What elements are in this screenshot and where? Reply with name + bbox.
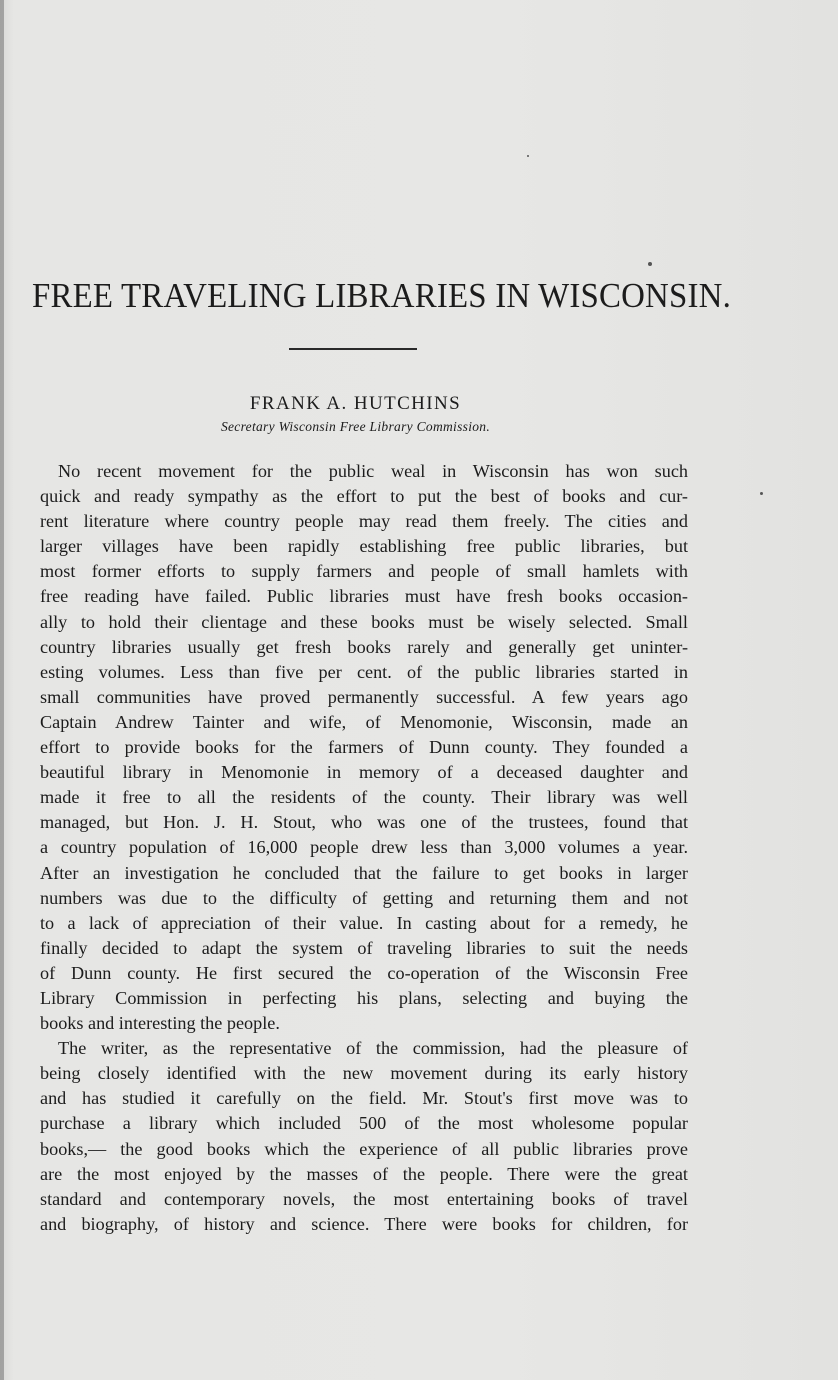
text-line: standard and contemporary novels, the most entertaining books of travel	[40, 1188, 688, 1209]
text-line: country libraries usually get fresh books rarely and generally get uninter-	[40, 636, 688, 657]
text-line: beautiful library in Menomonie in memory of a deceased daughter and	[40, 762, 688, 783]
print-speck	[648, 262, 652, 266]
author-position: Secretary Wisconsin Free Library Commission.	[220, 419, 491, 434]
text-line: books,— the good books which the experience of all public libraries prove	[40, 1138, 688, 1159]
text-line: esting volumes. Less than five per cent. of the public libraries started in	[40, 661, 688, 682]
text-line: books and interesting the people.	[40, 1013, 280, 1034]
article-body	[40, 459, 688, 1237]
text-line: effort to provide books for the farmers of Dunn county. They founded a	[40, 737, 688, 758]
print-speck	[527, 155, 529, 157]
text-line: After an investigation he concluded that the failure to get books in larger	[40, 862, 688, 883]
text-line: No recent movement for the public weal in Wisconsin has won such	[58, 461, 688, 481]
article-title: FREE TRAVELING LIBRARIES IN WISCONSIN.	[32, 276, 731, 315]
text-line: and has studied it carefully on the field. Mr. Stout's first move was to	[40, 1088, 688, 1109]
print-speck	[760, 492, 763, 495]
text-line: to a lack of appreciation of their value. In casting about for a remedy, he	[40, 912, 688, 933]
page-binding-edge	[0, 0, 4, 1380]
text-line: larger villages have been rapidly establishing free public libraries, but	[40, 536, 688, 557]
text-line: finally decided to adapt the system of traveling libraries to suit the needs	[40, 937, 688, 958]
text-line: Captain Andrew Tainter and wife, of Menomonie, Wisconsin, made an	[40, 711, 688, 732]
text-line: made it free to all the residents of the county. Their library was well	[40, 787, 688, 808]
text-line: purchase a library which included 500 of the most wholesome popular	[40, 1113, 688, 1134]
text-line: a country population of 16,000 people drew less than 3,000 volumes a year.	[40, 837, 688, 858]
text-line: small communities have proved permanently successful. A few years ago	[40, 686, 688, 707]
text-line: and biography, of history and science. There were books for children, for	[40, 1213, 688, 1234]
text-line: are the most enjoyed by the masses of the people. There were the great	[40, 1163, 688, 1184]
text-line: rent literature where country people may read them freely. The cities and	[40, 511, 688, 532]
text-line: most former efforts to supply farmers and people of small hamlets with	[40, 561, 688, 582]
text-line: of Dunn county. He first secured the co-operation of the Wisconsin Free	[40, 962, 688, 983]
text-line: numbers was due to the difficulty of getting and returning them and not	[40, 887, 688, 908]
author-name: FRANK A. HUTCHINS	[249, 393, 462, 414]
text-line: Library Commission in perfecting his plans, selecting and buying the	[40, 987, 688, 1008]
text-line: free reading have failed. Public libraries must have fresh books occasion-	[40, 586, 688, 607]
text-line: ally to hold their clientage and these books must be wisely selected. Small	[40, 611, 688, 632]
text-line: managed, but Hon. J. H. Stout, who was one of the trustees, found that	[40, 812, 688, 833]
text-line: being closely identified with the new movement during its early history	[40, 1063, 688, 1084]
text-line: quick and ready sympathy as the effort to put the best of books and cur-	[40, 486, 688, 507]
text-line: The writer, as the representative of the commission, had the pleasure of	[58, 1038, 688, 1059]
title-divider	[289, 348, 417, 350]
